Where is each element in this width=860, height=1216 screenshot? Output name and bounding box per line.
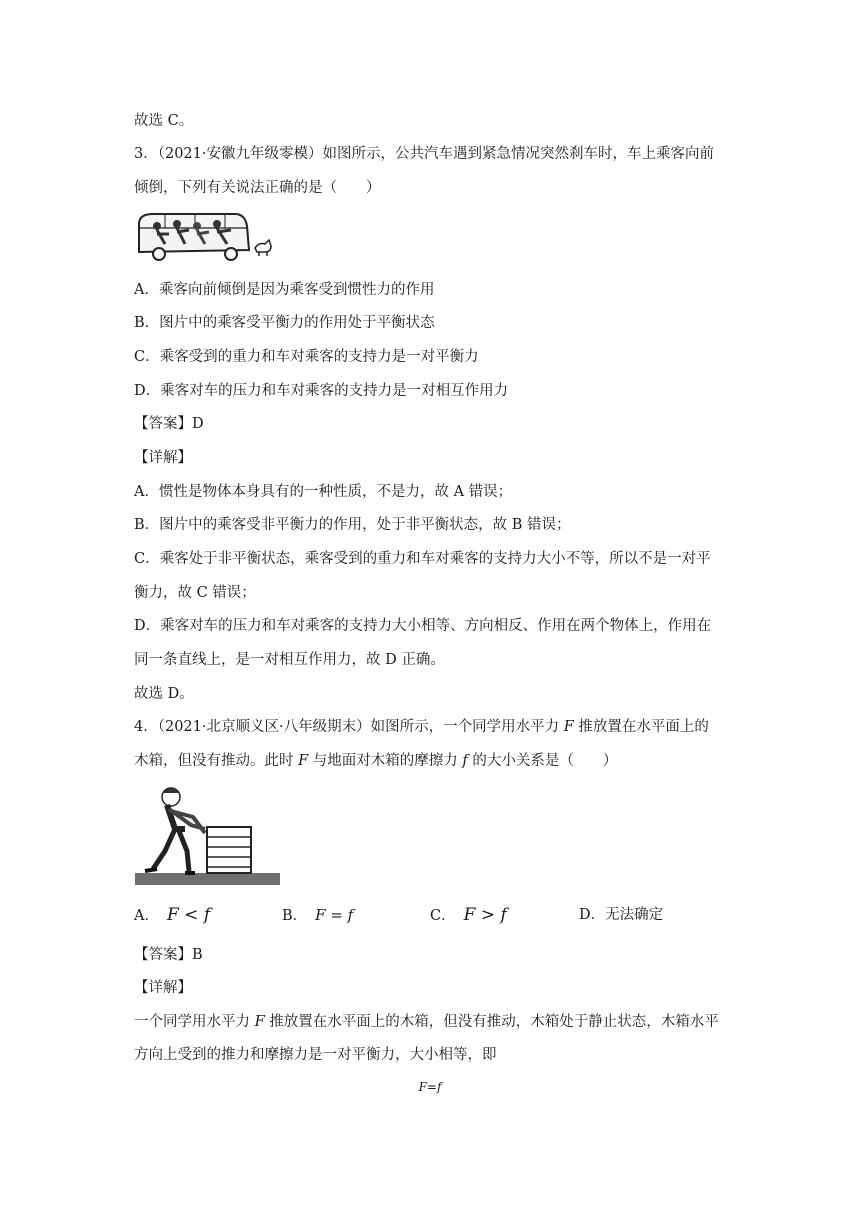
- question-3-explanation-d-cont: 同一条直线上，是一对相互作用力，故 D 正确。: [134, 652, 445, 668]
- text-line: 故选 C。: [134, 113, 194, 129]
- option-d-text: 无法确定: [605, 907, 664, 923]
- question-3-explanation-b: B．图片中的乘客受非平衡力的作用，处于非平衡状态，故 B 错误；: [134, 517, 571, 533]
- boy-pushing-box-figure: [135, 785, 280, 885]
- question-3-answer: 【答案】D: [134, 416, 204, 432]
- variable-f: f: [462, 753, 468, 769]
- question-4-explanation: 一个同学用水平力 F 推放置在水平面上的木箱，但没有推动，木箱处于静止状态，木箱水平: [134, 1014, 719, 1030]
- question-3-option-b: B．图片中的乘客受平衡力的作用处于平衡状态: [134, 315, 435, 331]
- question-3-conclusion: 故选 D。: [134, 686, 194, 702]
- equation: F=f: [418, 1080, 442, 1094]
- question-4-answer: 【答案】B: [134, 947, 203, 963]
- bus-passengers-figure: [135, 210, 275, 262]
- question-3-stem: 3．（2021·安徽九年级零模）如图所示，公共汽车遇到紧急情况突然刹车时，车上乘客向前: [134, 146, 714, 162]
- question-3-stem-cont: 倾倒，下列有关说法正确的是（ ）: [134, 180, 381, 196]
- question-4-option-c: C． F > f: [430, 905, 507, 925]
- variable-F: F: [254, 1014, 265, 1030]
- question-3-option-a: A．乘客向前倾倒是因为乘客受到惯性力的作用: [134, 282, 435, 298]
- question-3-option-c: C．乘客受到的重力和车对乘客的支持力是一对平衡力: [134, 349, 479, 365]
- option-a-math: F < f: [166, 905, 211, 925]
- question-4-option-d: D．无法确定: [579, 907, 664, 923]
- question-3-explanation-c: C．乘客处于非平衡状态，乘客受到的重力和车对乘客的支持力大小不等，所以不是一对平: [134, 551, 711, 567]
- option-b-math: F = f: [315, 906, 354, 924]
- variable-F: F: [298, 753, 309, 769]
- question-3-explanation-d: D．乘客对车的压力和车对乘客的支持力大小相等、方向相反、作用在两个物体上，作用在: [134, 618, 712, 634]
- question-4-stem: 4．（2021·北京顺义区·八年级期末）如图所示，一个同学用水平力 F 推放置在水平面上的: [134, 719, 709, 735]
- question-3-detail-heading: 【详解】: [134, 450, 192, 466]
- question-4-detail-heading: 【详解】: [134, 980, 192, 996]
- variable-F: F: [563, 719, 574, 735]
- question-4-option-a: A． F < f: [134, 905, 211, 925]
- option-c-math: F > f: [463, 905, 507, 925]
- question-3-explanation-a: A．惯性是物体本身具有的一种性质，不是力，故 A 错误；: [134, 484, 513, 500]
- question-4-option-b: B． F = f: [282, 906, 354, 924]
- question-4-explanation-cont: 方向上受到的推力和摩擦力是一对平衡力，大小相等，即: [134, 1047, 497, 1063]
- question-4-stem-cont: 木箱，但没有推动。此时 F 与地面对木箱的摩擦力 f 的大小关系是（ ）: [134, 753, 618, 769]
- question-3-option-d: D．乘客对车的压力和车对乘客的支持力是一对相互作用力: [134, 383, 509, 399]
- question-3-explanation-c-cont: 衡力，故 C 错误；: [134, 585, 256, 601]
